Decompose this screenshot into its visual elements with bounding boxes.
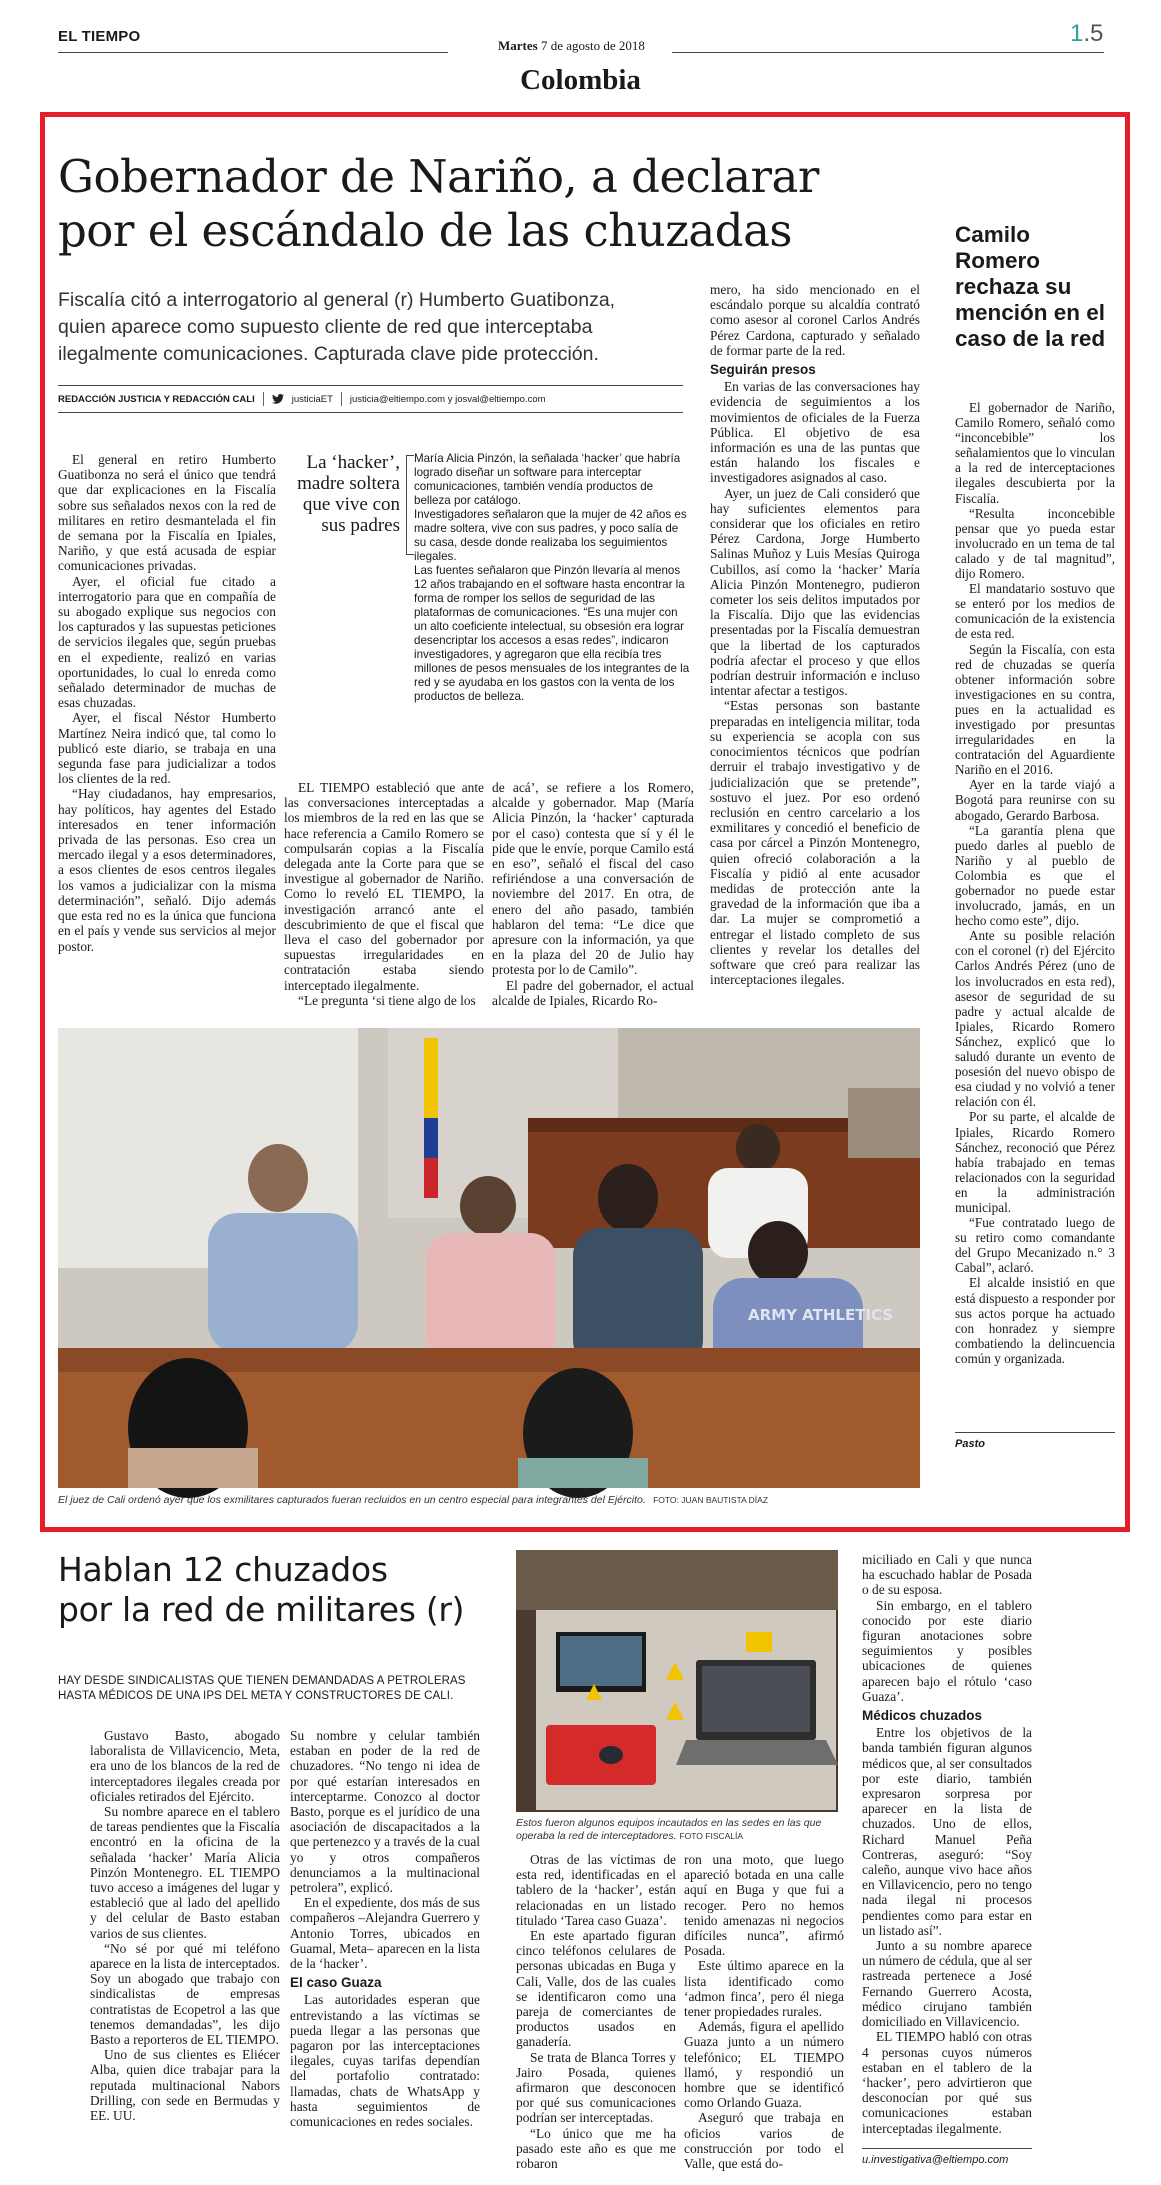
byline-sep-1: [263, 392, 264, 406]
masthead-rule-right: [672, 52, 1104, 53]
second-col3-paragraph: Otras de las víctimas de esta red, identificadas en el tablero de la ‘hacker’, están relacionadas en un listado titulado ‘Tarea caso Guaza’.: [516, 1852, 676, 1928]
second-col2-paragraph: En el expediente, dos más de sus compañeros –Alejandra Guerrero y Antonio Torres, ubicados en Guamal, Meta– aparecen en la lista de la ‘hacker’.: [290, 1895, 480, 1972]
byline-rule-top: [58, 385, 683, 386]
main-photo-credit: FOTO: JUAN BAUTISTA DÍAZ: [653, 1495, 769, 1505]
second-col3-paragraph: “Lo único que me ha pasado este año es que me robaron: [516, 2125, 676, 2172]
main-photo: [58, 1028, 920, 1488]
main-col2-paragraph: “Le pregunta ‘si tiene algo de los: [298, 992, 476, 1008]
second-photo-illustration: [516, 1550, 838, 1812]
main-col-4: [710, 282, 920, 1002]
sidebar-text: [414, 452, 692, 770]
second-col5-paragraph: EL TIEMPO habló con otras 4 personas cuyos números estaban en el tablero de la ‘hacker’, pero advirtieron que desconocían por qué sus comunicaciones estaban interceptadas ilegalmente.: [862, 2029, 1032, 2136]
byline-rule-bottom: [58, 412, 683, 413]
main-photo-caption-row: [58, 1494, 958, 1506]
masthead-date-day: Martes: [498, 38, 538, 53]
sidebar-paragraph: Investigadores señalaron que la mujer de 42 años es madre soltera, vive con sus padres, y poco salía de su casa, desde donde realizaba los seguimientos ilegales.: [414, 508, 687, 563]
second-col3-paragraph: En este apartado figuran cinco teléfonos celulares de personas ubicadas en Buga y Cali, Valle, dos de las cuales se identificaron como una pareja de comerciantes de productos usados en ganadería.: [516, 1928, 676, 2050]
masthead-date: [498, 38, 645, 54]
right-paragraph: “La garantía plena que puedo darles al pueblo de Nariño y al pueblo de Colombia es que el gobernador no puede estar involucrado, jamás, en un hecho como este”, dijo.: [955, 822, 1115, 929]
main-col3-paragraph: El padre del gobernador, el actual alcalde de Ipiales, Ricardo Ro-: [492, 977, 694, 1008]
right-paragraph: El mandatario sostuvo que se enteró por los medios de comunicación de la existencia de esta red.: [955, 581, 1115, 642]
masthead-paper-name: EL TIEMPO: [58, 28, 141, 45]
sidebar-paragraph: María Alicia Pinzón, la señalada ‘hacker’ que habría logrado diseñar un software para interceptar comunicaciones, también vendía productos de belleza por catálogo.: [414, 452, 681, 507]
second-col-5: [862, 1552, 1032, 2148]
second-col2-paragraph: Su nombre y celular también estaban en poder de la red de chuzadores. “No tengo ni idea de por qué estarían interesados en interceptarme. Conozco al doctor Basto, porque es el jurídico de una asociación de discapacitados a la que pertenezco y a través de la cual yo y otros compañeros denunciamos a la multinacional petrolera”, explicó.: [290, 1728, 480, 1896]
main-col4-paragraph: “Estas personas son bastante preparadas en inteligencia militar, toda su experiencia se acopla con sus conocimientos técnicos que podrían derruir el trabajo investigativo y de judicialización que se pretende”, sostuvo el juez. Por eso ordenó reclusión en centro carcelario a los exmilitares y concedió el beneficio de casa por cárcel a Pinzón Montenegro, quien ofreció colaboración a la Fiscalía y pidió al ente acusador medidas de protección ante la gravedad de la información que iba a dar. La mujer se comprometió a entregar el listado completo de sus clientes y revelar los detalles del software que creó para realizar las interceptaciones ilegales.: [710, 698, 920, 988]
byline: REDACCIÓN JUSTICIA Y REDACCIÓN CALI: [58, 393, 255, 405]
main-col4-paragraph: En varias de las conversaciones hay evidencia de seguimientos a los movimientos de oficiales de la Fuerza Pública. El objetivo de esa información es una de las puntas que están halando los fiscales e investigadores asignados al caso.: [710, 379, 920, 486]
second-col-2: [290, 1728, 480, 2168]
sidebar-title: La ‘hacker’, madre soltera que vive con sus padres: [297, 452, 400, 536]
main-summary-line3: ilegalmente comunicaciones. Capturada clave pide protección.: [58, 343, 599, 365]
main-summary-line2: quien aparece como supuesto cliente de red que interceptaba: [58, 316, 593, 338]
second-deck-line1: HAY DESDE SINDICALISTAS QUE TIENEN DEMANDADAS A PETROLERAS: [58, 1675, 466, 1687]
second-photo-credit: FOTO FISCALÍA: [679, 1831, 744, 1841]
second-col5-subhead: Médicos chuzados: [862, 1708, 983, 1724]
second-col4-paragraph: Aseguró que trabaja en oficios varios de construcción por todo el Valle, que está do-: [684, 2110, 844, 2172]
twitter-handle[interactable]: justiciaET: [291, 393, 333, 405]
second-col-1: [90, 1728, 280, 2168]
right-paragraph: “Fue contratado luego de su retiro como comandante del Grupo Mecanizado n.° 3 Cabal”, aclaró.: [955, 1215, 1115, 1276]
byline-sep-2: [341, 392, 342, 406]
second-col2-subhead: El caso Guaza: [290, 1975, 382, 1991]
sweatshirt-print: ARMY ATHLETICS: [748, 1306, 894, 1324]
second-col4-paragraph: ron una moto, que luego apareció botada en una calle aquí en Buga y que fui a recoger. Pero no hemos tenido amenazas ni negocios difíciles nunca”, afirmó Posada.: [684, 1852, 844, 1959]
right-paragraph: Ante su posible relación con el coronel (r) del Ejército Carlos Andrés Pérez (uno de los involucrados en esta red), asesor de seguridad de su padre y actual alcalde de Ipiales, Ricardo Romero Sánchez, explicó que lo saludó durante un evento de posesión del nuevo obispo de esa ciudad y no volvió a tener relación con él.: [955, 928, 1115, 1110]
byline-emails[interactable]: justicia@eltiempo.com y josval@eltiempo.com: [349, 393, 546, 405]
page-number-part1: 1: [1070, 20, 1084, 47]
second-col2-paragraph: Las autoridades esperan que entrevistando a las víctimas se pueda llegar a las personas que pagaron por las interceptaciones ilegales, cuyas tarifas dependían del portafolio contratado: llamadas, chats de WhatsApp y hasta seguimientos de comunicaciones en redes sociales.: [290, 1992, 480, 2130]
page-number-part2: .5: [1083, 20, 1104, 47]
second-col5-paragraph: miciliado en Cali y que nunca ha escuchado hablar de Posada o de su esposa.: [862, 1552, 1032, 1598]
main-col1-paragraph: El general en retiro Humberto Guatibonza no será el único que tendrá que dar explicaciones en la Fiscalía sobre sus señalados nexos con la red de militares en retiro desmantelada el fin de semana por la Fiscalía en Ipiales, Nariño, y que está acusada de espiar comunicaciones privadas.: [58, 452, 276, 574]
masthead-date-rest: 7 de agosto de 2018: [540, 38, 645, 53]
second-col5-paragraph: Entre los objetivos de la banda también figuran algunos médicos que, al ser consultados por este diario, también expresaron sorpresa por aparecer en la lista de chuzados. Uno de ellos, Richard Manuel Peña Contreras, aseguró: “Soy caleño, aunque vivo hace años en Villavicencio, pero no tengo nada ilegal ni procesos pendientes como para estar en un listado así”.: [862, 1725, 1032, 1938]
sidebar-bracket: [406, 455, 414, 555]
second-col5-paragraph: Sin embargo, en el tablero conocido por este diario figuran anotaciones sobre seguimientos y posibles ubicaciones de quienes aparecen bajo el rótulo ‘caso Guaza’.: [862, 1597, 1032, 1704]
main-col4-paragraph: mero, ha sido mencionado en el escándalo porque su alcaldía contrató como asesor al coronel Carlos Andrés Pérez Cardona, capturado y señalado de formar parte de la red.: [710, 282, 920, 358]
main-col4-paragraph: Ayer, un juez de Cali consideró que hay suficientes elementos para considerar que los oficiales en retiro Pérez Cardona, Jorge Humberto Salinas Muñoz y Luis Mesías Quiroga Cubillos, así como la ‘hacker’ María Alicia Pinzón Montenegro, pudieron cometer los seis delitos imputados por la Fiscalía. Dijo que las evidencias presentadas por la Fiscalía demuestran que la libertad de los capturados podría afectar el proceso y que ellos podrían destruir información e incluso intentar afectar a testigos.: [710, 485, 920, 699]
second-col1-paragraph: Gustavo Basto, abogado laboralista de Villavicencio, Meta, era uno de los blancos de la red de interceptadores ilegales creada por oficiales retirados del Ejército.: [90, 1728, 280, 1804]
second-col4-paragraph: Además, figura el apellido Guaza junto a un número telefónico; EL TIEMPO llamó, y respondió un hombre que se identificó como Orlando Guaza.: [684, 2019, 844, 2111]
main-col1-paragraph: Ayer, el oficial fue citado a interrogatorio para que en compañía de su abogado explique sus negocios con los capturados y las supuestas peticiones de servicios ilegales que, según pruebas en el expediente, realizó en varias oportunidades, lo cual lo enreda como señalado determinador de muchas de esas chuzadas.: [58, 573, 276, 711]
main-summary-line1: Fiscalía citó a interrogatorio al general (r) Humberto Guatibonza,: [58, 289, 616, 311]
main-headline-line2: por el escándalo de las chuzadas: [58, 204, 792, 257]
second-col1-paragraph: Su nombre aparece en el tablero de tareas pendientes que la Fiscalía encontró en la oficina de la señalada ‘hacker’ María Alicia Pinzón Montenegro. EL TIEMPO tuvo acceso a imágenes del lugar y estableció que al lado del apellido y del celular de Basto estaban varios de sus clientes.: [90, 1804, 280, 1941]
main-col4-subhead: Seguirán presos: [710, 362, 816, 378]
second-col1-paragraph: “No sé por qué mi teléfono aparece en la lista de interceptados. Soy un abogado que trabajo con sindicalistas de empresas contratistas de Ecopetrol a las que tenemos demandadas”, les dijo Basto a reporteros de EL TIEMPO.: [90, 1940, 280, 2048]
right-paragraph: “Resulta inconcebible pensar que yo pueda estar involucrado en un tema de tal calado y de tal magnitud”, dijo Romero.: [955, 505, 1115, 582]
right-paragraph: Por su parte, el alcalde de Ipiales, Ricardo Romero Sánchez, reconoció que Pérez había trabajado en temas relacionados con la seguridad en la administración municipal.: [955, 1109, 1115, 1215]
second-signature[interactable]: u.investigativa@eltiempo.com: [862, 2154, 1009, 2166]
byline-row: [58, 392, 698, 406]
section-title: Colombia: [520, 64, 641, 96]
main-col-3: [492, 780, 694, 1008]
main-col1-paragraph: “Hay ciudadanos, hay empresarios, hay políticos, hay agentes del Estado interesados en tener información privada de las personas. Eso crea un mercado ilegal y a esos determinadores, a esos clientes de esos centros ilegales los vamos a judicializar con la misma determinación”, señaló. Dijo además que esta red no es la única que funciona en el país y vende sus servicios al mejor postor.: [58, 786, 276, 954]
second-headline-line1: Hablan 12 chuzados: [58, 1550, 388, 1589]
right-paragraph: El alcalde insistió en que está dispuesto a responder por sus actos porque ha actuado con honradez y siempre combatiendo la delincuencia común y organizada.: [955, 1275, 1115, 1366]
right-paragraph: Ayer en la tarde viajó a Bogotá para reunirse con su abogado, Gerardo Barbosa.: [955, 777, 1115, 823]
second-headline-line2: por la red de militares (r): [58, 1590, 465, 1629]
right-paragraph: El gobernador de Nariño, Camilo Romero, señaló como “inconcebible” los señalamientos que lo vinculan a la red de interceptaciones ilegales descubierta por la Fiscalía.: [955, 400, 1115, 506]
second-col1-paragraph: Uno de sus clientes es Eliécer Alba, quien dice trabajar para la reputada multinacional Nabors Drilling, con sede en Bermudas y EE. UU.: [90, 2047, 280, 2124]
main-col1-paragraph: Ayer, el fiscal Néstor Humberto Martínez Neira indicó que, tal como lo publicó este diario, se trabaja en una segunda fase para judicializar a todos los clientes de la red.: [58, 710, 276, 787]
second-col-4: [684, 1852, 844, 2172]
sidebar-paragraph: Las fuentes señalaron que Pinzón llevaría al menos 12 años trabajando en el software hasta encontrar la forma de romper los sellos de seguridad de las plataformas de comunicaciones. “Es una mujer con un alto coeficiente intelectual, su obsesión era lograr desencriptar los accesos a esas redes”, indicaron investigadores, y agregaron que ella recibía tres millones de pesos mensuales de los integrantes de la red y se ayudaba en los gastos con la venta de los productos de belleza.: [414, 564, 690, 703]
main-col-2: [284, 780, 484, 1008]
second-col-3: [516, 1852, 676, 2172]
second-photo: [516, 1550, 838, 1812]
main-headline: [58, 150, 958, 258]
main-photo-illustration: [58, 1028, 920, 1488]
main-col-1: [58, 452, 276, 954]
main-photo-caption: El juez de Cali ordenó ayer que los exmilitares capturados fueran recluidos en un centro especial para integrantes del Ejército.: [58, 1494, 646, 1506]
twitter-icon: [272, 394, 284, 404]
right-headline: Camilo Romero rechaza su mención en el caso de la red: [955, 222, 1106, 351]
second-col5-paragraph: Junto a su nombre aparece un número de cédula, que al ser rastreada pertenece a José Fernando Guerrero Acosta, médico cirujano también domiciliado en Villavicencio.: [862, 1938, 1032, 2030]
masthead-rule-left: [58, 52, 448, 53]
right-column-body: [955, 400, 1115, 1430]
main-headline-line1: Gobernador de Nariño, a declarar: [58, 150, 819, 203]
right-paragraph: Según la Fiscalía, con esta red de chuzadas se quería obtener información sobre investigaciones en su contra, pues en la actualidad es investigado por presuntas irregularidades en la contratación del Aguardiente Nariño en el 2016.: [955, 641, 1115, 778]
second-photo-caption: Estos fueron algunos equipos incautados en las sedes en las que operaba la red de interceptadores.: [516, 1817, 822, 1842]
second-deck-line2: HASTA MÉDICOS DE UNA IPS DEL META Y CONSTRUCTORES DE CALI.: [58, 1689, 454, 1702]
second-col3-paragraph: Se trata de Blanca Torres y Jairo Posada, quienes afirmaron que desconocen por qué sus comunicaciones podrían ser interceptadas.: [516, 2049, 676, 2126]
right-signature-rule: [955, 1432, 1115, 1433]
second-photo-caption-row: [516, 1817, 846, 1843]
right-signature: Pasto: [955, 1438, 985, 1450]
second-col4-paragraph: Este último aparece en la lista identificado como ‘admon finca’, pero él niega tener propiedades rurales.: [684, 1958, 844, 2020]
main-col2-paragraph: EL TIEMPO estableció que ante las conversaciones interceptadas a los miembros de la red en las que se hace referencia a Camilo Romero se compulsarán copias a la Fiscalía delegada ante la Corte para que se investigue al gobernador de Nariño. Como lo reveló EL TIEMPO, la investigación arrancó ante el descubrimiento de que el fiscal que lleva el caso del gobernador por supuestas irregularidades en contratación estaba siendo interceptado ilegalmente.: [284, 780, 484, 993]
second-headline: [58, 1550, 518, 1630]
second-signature-rule: [862, 2148, 1032, 2149]
second-deck: [58, 1674, 528, 1703]
main-col3-paragraph: de acá’, se refiere a los Romero, alcalde y gobernador. Map (María Alicia Pinzón, la ‘hacker’ capturada por el caso) contesta que sí y él le pide que le envíe, porque Camilo está en eso”, señaló el fiscal del caso refiriéndose a una conversación de noviembre del 2017. En otra, de enero del año pasado, también hablaron del tema: “Le dice que apresure con la información, ya que en la plaza del 20 de Julio hay protesta por lo de Camilo”.: [492, 780, 694, 978]
page-number: [1070, 20, 1103, 48]
main-summary: [58, 287, 698, 368]
